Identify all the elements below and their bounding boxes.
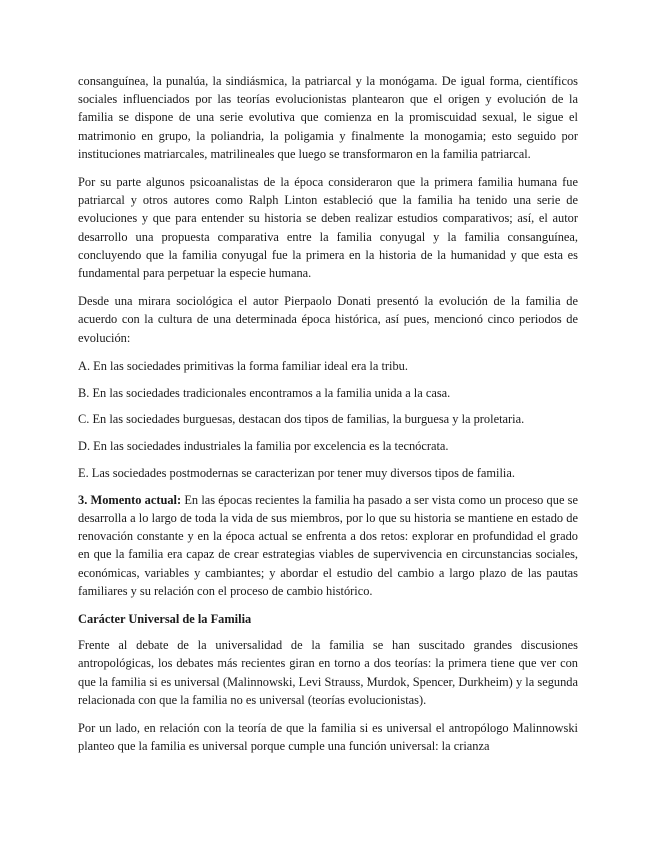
paragraph-evolution-forms: consanguínea, la punalúa, la sindiásmica, la patriarcal y la monógama. De igual forma, científicos sociales influenciados por las teorías evolucionistas plantearon que el origen y evolución de la familia se dispone de una serie evolutiva que comienza en la promiscuidad sexual, le sigue el matrimonio en grupo, la poliandria, la poligamia y finalmente la monogamia; esto seguido por instituciones matriarcales, matrilineales que luego se transformaron en la familia patriarcal.	[78, 74, 578, 161]
list-item-c: C. En las sociedades burguesas, destacan dos tipos de familias, la burguesa y la proletaria.	[78, 412, 525, 427]
list-item-e: E. Las sociedades postmodernas se caracterizan por tener muy diversos tipos de familia.	[78, 466, 515, 481]
paragraph-donati: Desde una mirara sociológica el autor Pierpaolo Donati presentó la evolución de la familia de acuerdo con la cultura de una determinada época histórica, así pues, mencionó cinco periodos de evolución:	[78, 294, 578, 345]
list-item-d: D. En las sociedades industriales la familia por excelencia es la tecnócrata.	[78, 439, 449, 454]
list-item-b: B. En las sociedades tradicionales encontramos a la familia unida a la casa.	[78, 385, 451, 400]
momento-actual-lead: 3. Momento actual:	[78, 492, 182, 507]
paragraph-universality-debate: Frente al debate de la universalidad de la familia se han suscitado grandes discusiones antropológicas, los debates más recientes giran en torno a dos teorías: la primera tiene que ver con que la familia si es universal (Malinnowski, Levi Strauss, Murdok, Spencer, Durkheim) y la segunda relacionada con que la familia no es universal (teorías evolucionistas).	[78, 638, 578, 707]
section-heading: Carácter Universal de la Familia	[78, 612, 252, 627]
list-item-a: A. En las sociedades primitivas la forma familiar ideal era la tribu.	[78, 358, 408, 373]
text-column	[78, 72, 578, 765]
paragraph-linton: Por su parte algunos psicoanalistas de la época consideraron que la primera familia humana fue patriarcal y otros autores como Ralph Linton estableció que la familia ha tenido una serie de evoluciones y que para entender su historia se deben realizar estudios comparativos; así, el autor desarrollo una propuesta comparativa entre la familia conyugal y la familia consanguínea, concluyendo que la familia conyugal fue la primera en la historia de la humanidad y que esta es fundamental para perpetuar la especie humana.	[78, 175, 578, 281]
paragraph-momento-actual	[78, 491, 578, 600]
paragraph-malinowski: Por un lado, en relación con la teoría de que la familia si es universal el antropólogo Malinnowski planteo que la familia es universal porque cumple una función universal: la crianza	[78, 721, 578, 754]
momento-actual-body: En las épocas recientes la familia ha pasado a ser vista como un proceso que se desarrolla a lo largo de toda la vida de sus miembros, por lo que su historia se mantiene en estado de renovación constante y en la época actual se enfrenta a dos retos: explorar en profundidad el grado en que la familia era capaz de crear estrategias viables de supervivencia en circunstancias sociales, económicas, variables y cambiantes; y abordar el estudio del cambio a largo plazo de las pautas familiares y su relación con el proceso de cambio histórico.	[78, 492, 578, 598]
